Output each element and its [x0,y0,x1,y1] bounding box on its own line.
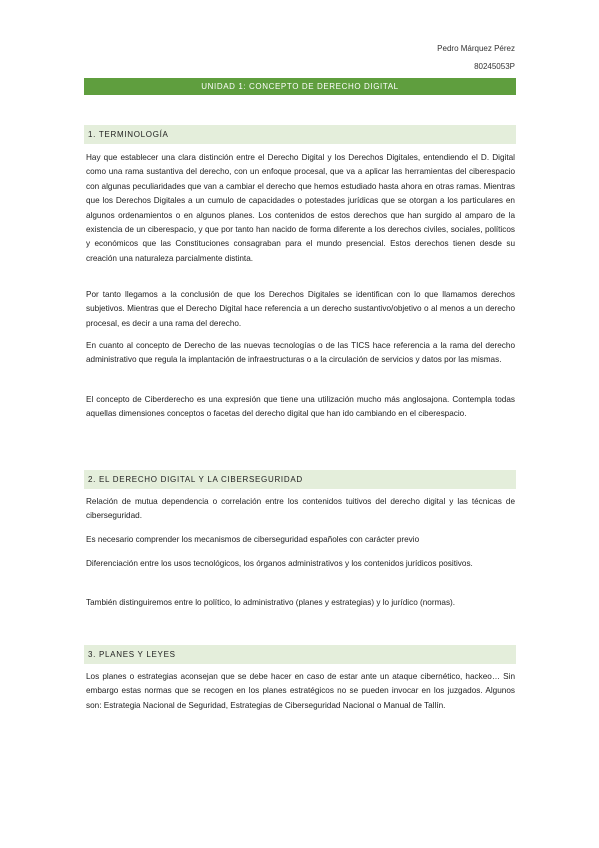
section-heading-ciberseguridad [84,470,516,489]
paragraph: Relación de mutua dependencia o correlación entre los contenidos tuitivos del derecho digital y las técnicas de ciberseguridad. [86,497,515,521]
unit-title: UNIDAD 1: CONCEPTO DE DERECHO DIGITAL [201,82,399,91]
section-heading-terminologia [84,125,516,144]
section-heading-planes-y-leyes [84,645,516,664]
paragraph: Hay que establecer una clara distinción entre el Derecho Digital y los Derechos Digitales, entendiendo el D. Digital como una rama sustantiva del derecho, con un enfoque procesal, que va a aplicar las herramientas del ciberespacio con algunas peculiaridades que van a cambiar el derecho que hemos estudiado hasta ahora en otras ramas. Mientras que los Derechos Digitales a un cumulo de capacidades o potestades jurídicas que se otorgan a los particulares en algunos ordenamientos o en algunos planes. Los contenidos de estos derechos que han surgido al amparo de la existencia de un ciberespacio, y que por tanto han nacido de forma diferente a los derechos civiles, sociales, políticos y económicos que las Constituciones consagraban para el mundo presencial. Estos derechos tienen desde su creación una naturaleza parcialmente distinta. [86,153,515,263]
paragraph: Los planes o estrategias aconsejan que se debe hacer en caso de estar ante un ataque cibernético, hackeo… Sin embargo estas normas que se recogen en los planes estratégicos no se pueden invocar en los juzgados. Algunos son: Estrategia Nacional de Seguridad, Estrategias de Ciberseguridad Nacional o Manual de Tallín. [86,672,515,710]
author-name: Pedro Márquez Pérez [437,44,515,53]
paragraph: Por tanto llegamos a la conclusión de que los Derechos Digitales se identifican con lo que llamamos derechos subjetivos. Mientras que el Derecho Digital hace referencia a un derecho sustantivo/objetivo o al menos a un derecho procesal, es decir a una rama del derecho. [86,290,515,328]
author-id: 80245053P [474,62,515,71]
section-heading-text: 2. EL DERECHO DIGITAL Y LA CIBERSEGURIDAD [88,475,303,484]
unit-title-bar [84,78,516,95]
paragraph: Es necesario comprender los mecanismos de ciberseguridad españoles con carácter previo [86,535,420,544]
section-heading-text: 3. PLANES Y LEYES [88,650,176,659]
paragraph: Diferenciación entre los usos tecnológicos, los órganos administrativos y los contenidos jurídicos positivos. [86,559,473,568]
paragraph: También distinguiremos entre lo político, lo administrativo (planes y estrategias) y lo jurídico (normas). [86,598,456,607]
paragraph: El concepto de Ciberderecho es una expresión que tiene una utilización mucho más anglosajona. Contempla todas aquellas dimensiones conceptos o facetas del derecho digital que han ido cambiando en el ciberespacio. [86,395,515,419]
section-heading-text: 1. TERMINOLOGÍA [88,130,169,139]
paragraph: En cuanto al concepto de Derecho de las nuevas tecnologías o de las TICS hace referencia a la rama del derecho administrativo que regula la implantación de infraestructuras o a la circulación de servicios y datos por las mismas. [86,341,515,365]
